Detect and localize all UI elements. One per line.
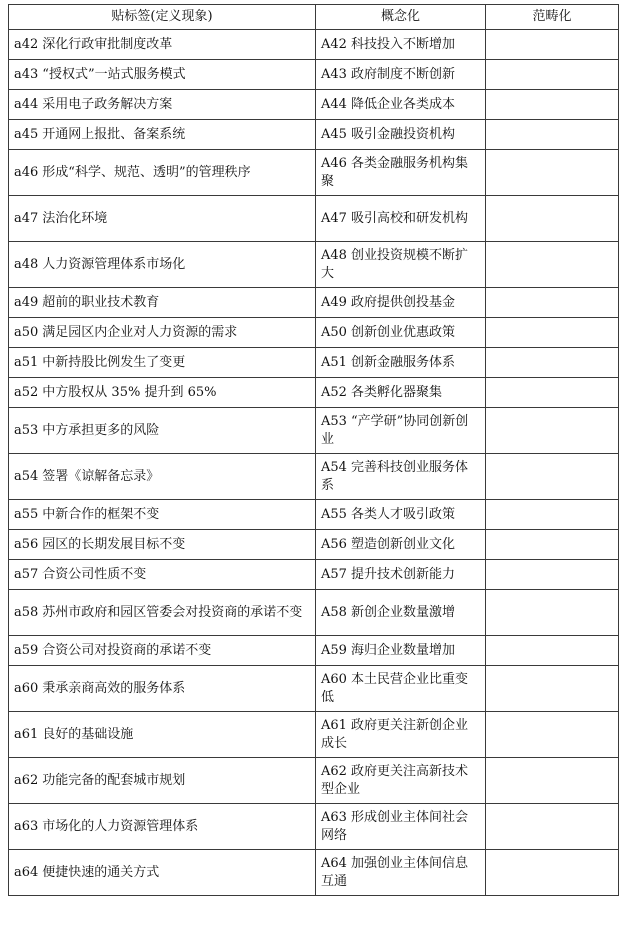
code-id: a57 — [14, 566, 39, 582]
concept-cell — [316, 712, 486, 758]
concept-cell — [316, 590, 486, 636]
code-text: 满足园区内企业对人力资源的需求 — [42, 324, 238, 340]
concept-id: A64 — [321, 855, 347, 871]
table-row — [9, 454, 619, 500]
code-text: 苏州市政府和园区管委会对投资商的承诺不变 — [42, 604, 303, 620]
concept-cell — [316, 666, 486, 712]
category-cell — [486, 348, 619, 378]
code-cell — [9, 758, 316, 804]
table-row — [9, 758, 619, 804]
concept-cell — [316, 500, 486, 530]
code-id: a61 — [14, 726, 39, 742]
code-cell — [9, 150, 316, 196]
code-cell — [9, 560, 316, 590]
concept-id: A54 — [321, 459, 347, 475]
table-row — [9, 348, 619, 378]
code-cell — [9, 666, 316, 712]
concept-id: A48 — [321, 247, 347, 263]
code-text: 市场化的人力资源管理体系 — [42, 818, 199, 834]
concept-cell — [316, 196, 486, 242]
category-cell — [486, 288, 619, 318]
table-row — [9, 590, 619, 636]
concept-cell — [316, 408, 486, 454]
concept-cell — [316, 30, 486, 60]
code-text: 园区的长期发展目标不变 — [42, 536, 186, 552]
concept-text: 创业投资规模不断扩大 — [321, 247, 468, 281]
code-cell — [9, 850, 316, 896]
code-cell — [9, 636, 316, 666]
concept-id: A59 — [321, 642, 347, 658]
concept-cell — [316, 804, 486, 850]
code-id: a63 — [14, 818, 39, 834]
concept-text: 降低企业各类成本 — [350, 96, 455, 112]
code-id: a42 — [14, 36, 39, 52]
code-text: 签署《谅解备忘录》 — [42, 468, 160, 484]
table-row — [9, 60, 619, 90]
code-cell — [9, 196, 316, 242]
table-row — [9, 90, 619, 120]
code-cell — [9, 408, 316, 454]
concept-id: A44 — [321, 96, 347, 112]
concept-cell — [316, 90, 486, 120]
code-cell — [9, 804, 316, 850]
table-row — [9, 196, 619, 242]
category-cell — [486, 712, 619, 758]
concept-id: A51 — [321, 354, 347, 370]
header-conceptualization: 概念化 — [316, 5, 486, 30]
concept-text: 政府制度不断创新 — [350, 66, 455, 82]
code-id: a48 — [14, 256, 39, 272]
code-text: 便捷快速的通关方式 — [42, 864, 160, 880]
header-row — [9, 5, 619, 30]
concept-text: 科技投入不断增加 — [350, 36, 455, 52]
code-text: 合资公司对投资商的承诺不变 — [42, 642, 212, 658]
table-row — [9, 242, 619, 288]
code-cell — [9, 378, 316, 408]
code-cell — [9, 590, 316, 636]
table-row — [9, 530, 619, 560]
concept-cell — [316, 636, 486, 666]
table-row — [9, 712, 619, 758]
category-cell — [486, 636, 619, 666]
concept-id: A50 — [321, 324, 347, 340]
concept-cell — [316, 530, 486, 560]
code-text: 良好的基础设施 — [42, 726, 134, 742]
concept-text: 形成创业主体间社会网络 — [321, 809, 468, 843]
code-text: 采用电子政务解决方案 — [42, 96, 173, 112]
concept-id: A56 — [321, 536, 347, 552]
code-cell — [9, 288, 316, 318]
concept-id: A49 — [321, 294, 347, 310]
concept-id: A53 — [321, 413, 347, 429]
table-row — [9, 150, 619, 196]
concept-text: “产学研”协同创新创业 — [321, 413, 469, 447]
concept-text: 加强创业主体间信息互通 — [321, 855, 468, 889]
concept-text: 海归企业数量增加 — [350, 642, 455, 658]
code-id: a43 — [14, 66, 39, 82]
concept-cell — [316, 150, 486, 196]
concept-text: 塑造创新创业文化 — [350, 536, 455, 552]
category-cell — [486, 850, 619, 896]
concept-id: A43 — [321, 66, 347, 82]
concept-id: A46 — [321, 155, 347, 171]
concept-text: 提升技术创新能力 — [350, 566, 455, 582]
concept-id: A55 — [321, 506, 347, 522]
category-cell — [486, 408, 619, 454]
code-cell — [9, 318, 316, 348]
code-cell — [9, 454, 316, 500]
code-cell — [9, 30, 316, 60]
code-id: a62 — [14, 772, 39, 788]
code-text: 中方股权从 35% 提升到 65% — [42, 384, 217, 400]
concept-cell — [316, 850, 486, 896]
category-cell — [486, 530, 619, 560]
code-cell — [9, 90, 316, 120]
category-cell — [486, 500, 619, 530]
code-id: a46 — [14, 164, 39, 180]
concept-text: 各类金融服务机构集聚 — [321, 155, 468, 189]
code-id: a49 — [14, 294, 39, 310]
code-text: 法治化环境 — [42, 210, 108, 226]
concept-cell — [316, 758, 486, 804]
table-row — [9, 500, 619, 530]
concept-id: A42 — [321, 36, 347, 52]
code-id: a44 — [14, 96, 39, 112]
code-text: 超前的职业技术教育 — [42, 294, 160, 310]
code-id: a59 — [14, 642, 39, 658]
code-text: “授权式”一站式服务模式 — [42, 66, 186, 82]
category-cell — [486, 378, 619, 408]
code-text: 中新持股比例发生了变更 — [42, 354, 186, 370]
code-id: a52 — [14, 384, 39, 400]
code-id: a56 — [14, 536, 39, 552]
code-id: a54 — [14, 468, 39, 484]
code-cell — [9, 500, 316, 530]
concept-id: A57 — [321, 566, 347, 582]
concept-text: 完善科技创业服务体系 — [321, 459, 468, 493]
concept-cell — [316, 454, 486, 500]
category-cell — [486, 318, 619, 348]
concept-text: 政府提供创投基金 — [350, 294, 455, 310]
category-cell — [486, 666, 619, 712]
code-id: a50 — [14, 324, 39, 340]
table-row — [9, 666, 619, 712]
table-row — [9, 30, 619, 60]
code-cell — [9, 712, 316, 758]
code-id: a45 — [14, 126, 39, 142]
category-cell — [486, 590, 619, 636]
concept-id: A63 — [321, 809, 347, 825]
code-id: a55 — [14, 506, 39, 522]
code-cell — [9, 60, 316, 90]
code-cell — [9, 242, 316, 288]
table-row — [9, 560, 619, 590]
header-categorization: 范畴化 — [486, 5, 619, 30]
concept-text: 创新金融服务体系 — [350, 354, 455, 370]
table-row — [9, 378, 619, 408]
category-cell — [486, 454, 619, 500]
code-text: 合资公司性质不变 — [42, 566, 147, 582]
concept-text: 政府更关注新创企业成长 — [321, 717, 468, 751]
table-body — [9, 30, 619, 896]
code-text: 秉承亲商高效的服务体系 — [42, 680, 186, 696]
concept-cell — [316, 378, 486, 408]
category-cell — [486, 120, 619, 150]
concept-text: 新创企业数量激增 — [350, 604, 455, 620]
code-id: a60 — [14, 680, 39, 696]
code-id: a47 — [14, 210, 39, 226]
concept-text: 吸引高校和研发机构 — [350, 210, 468, 226]
table-row — [9, 850, 619, 896]
concept-text: 创新创业优惠政策 — [350, 324, 455, 340]
concept-cell — [316, 318, 486, 348]
concept-cell — [316, 348, 486, 378]
code-id: a53 — [14, 422, 39, 438]
header-labeling: 贴标签(定义现象) — [9, 5, 316, 30]
concept-id: A60 — [321, 671, 347, 687]
concept-cell — [316, 242, 486, 288]
code-text: 功能完备的配套城市规划 — [42, 772, 186, 788]
category-cell — [486, 758, 619, 804]
concept-id: A61 — [321, 717, 347, 733]
code-text: 深化行政审批制度改革 — [42, 36, 173, 52]
code-id: a51 — [14, 354, 39, 370]
table-row — [9, 288, 619, 318]
code-id: a64 — [14, 864, 39, 880]
concept-cell — [316, 560, 486, 590]
code-cell — [9, 348, 316, 378]
code-text: 中新合作的框架不变 — [42, 506, 160, 522]
category-cell — [486, 90, 619, 120]
table-row — [9, 408, 619, 454]
code-text: 形成“科学、规范、透明”的管理秩序 — [42, 164, 251, 180]
category-cell — [486, 804, 619, 850]
concept-id: A52 — [321, 384, 347, 400]
concept-text: 本土民营企业比重变低 — [321, 671, 468, 705]
table-row — [9, 318, 619, 348]
table-row — [9, 120, 619, 150]
category-cell — [486, 560, 619, 590]
code-cell — [9, 120, 316, 150]
code-text: 人力资源管理体系市场化 — [42, 256, 186, 272]
concept-id: A45 — [321, 126, 347, 142]
code-text: 中方承担更多的风险 — [42, 422, 160, 438]
category-cell — [486, 30, 619, 60]
concept-text: 吸引金融投资机构 — [350, 126, 455, 142]
category-cell — [486, 242, 619, 288]
code-id: a58 — [14, 604, 39, 620]
concept-cell — [316, 60, 486, 90]
concept-cell — [316, 120, 486, 150]
concept-cell — [316, 288, 486, 318]
concept-text: 政府更关注高新技术型企业 — [321, 763, 468, 797]
category-cell — [486, 196, 619, 242]
concept-text: 各类孵化器聚集 — [350, 384, 442, 400]
table-row — [9, 636, 619, 666]
coding-table — [8, 4, 619, 896]
code-text: 开通网上报批、备案系统 — [42, 126, 186, 142]
category-cell — [486, 150, 619, 196]
category-cell — [486, 60, 619, 90]
concept-text: 各类人才吸引政策 — [350, 506, 455, 522]
code-cell — [9, 530, 316, 560]
concept-id: A58 — [321, 604, 347, 620]
concept-id: A62 — [321, 763, 347, 779]
table-row — [9, 804, 619, 850]
concept-id: A47 — [321, 210, 347, 226]
